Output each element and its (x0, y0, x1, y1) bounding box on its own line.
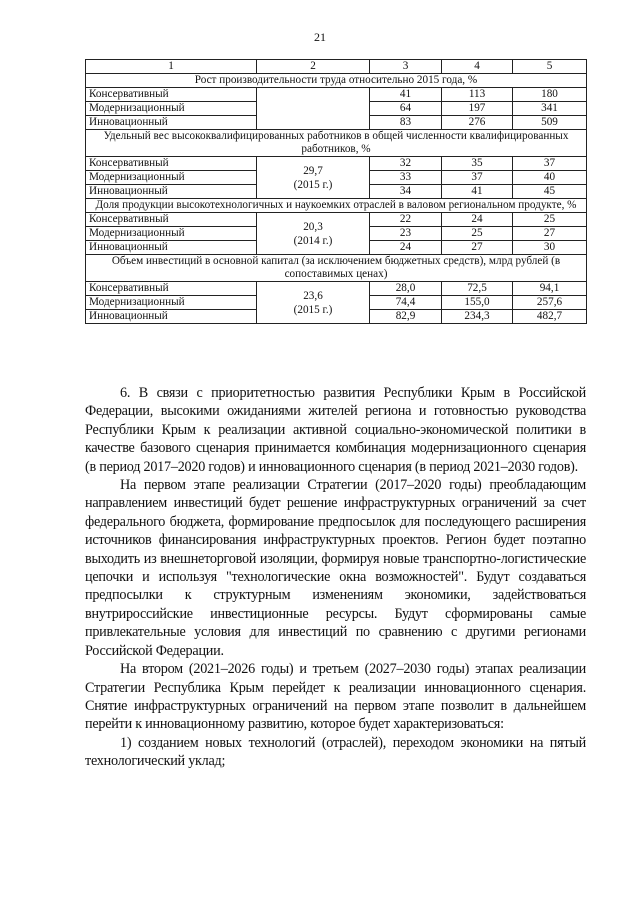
value-cell: 41 (370, 88, 442, 102)
scenario-label: Модернизационный (86, 296, 257, 310)
value-cell: 155,0 (442, 296, 513, 310)
base-value-cell (257, 282, 370, 324)
body-text (85, 384, 586, 771)
header-cell: 3 (370, 60, 442, 74)
value-cell: 45 (513, 185, 587, 199)
value-cell: 35 (442, 157, 513, 171)
value-cell: 64 (370, 102, 442, 116)
value-cell: 33 (370, 171, 442, 185)
header-cell: 5 (513, 60, 587, 74)
base-value-cell (257, 88, 370, 130)
scenario-label: Инновационный (86, 241, 257, 255)
value-cell: 257,6 (513, 296, 587, 310)
section-title: Объем инвестиций в основной капитал (за исключением бюджетных средств), млрд рублей (в сопоставимых ценах) (86, 255, 587, 282)
paragraph: На первом этапе реализации Стратегии (2017–2020 годы) преобладающим направлением инвестиций будет решение инфраструктурных ограничений за счет федерального бюджета, формирование предпосылок для последующего расширения источников финансирования инфраструктурных проектов. Регион будет поэтапно выходить из внешнеторговой изоляции, формируя новые транспортно-логистические цепочки и используя "технологические окна возможностей". Будут создаваться предпосылки к структурным изменениям экономики, задействоваться внутрироссийские инвестиционные ресурсы. Будут сформированы самые привлекательные условия для инвестиций по сравнению с другими регионами Российской Федерации. (85, 477, 586, 659)
base-value: 23,6 (303, 289, 323, 302)
indicators-table (85, 59, 587, 324)
value-cell: 234,3 (442, 310, 513, 324)
section-title-row (86, 255, 587, 282)
scenario-label: Инновационный (86, 185, 257, 199)
scenario-label: Модернизационный (86, 102, 257, 116)
base-year: (2015 г.) (293, 178, 333, 191)
section-title: Рост производительности труда относительно 2015 года, % (86, 74, 587, 88)
value-cell: 27 (513, 227, 587, 241)
value-cell: 37 (513, 157, 587, 171)
header-cell: 4 (442, 60, 513, 74)
value-cell: 34 (370, 185, 442, 199)
value-cell: 94,1 (513, 282, 587, 296)
section-title: Удельный вес высококвалифицированных работников в общей численности квалифицированных работников, % (86, 130, 587, 157)
base-value-cell (257, 157, 370, 199)
base-value: 20,3 (303, 220, 323, 233)
value-cell: 28,0 (370, 282, 442, 296)
section-title: Доля продукции высокотехнологичных и наукоемких отраслей в валовом региональном продукте, % (86, 199, 587, 213)
section-title-row (86, 199, 587, 213)
table-header-row (86, 60, 587, 74)
value-cell: 37 (442, 171, 513, 185)
scenario-label: Консервативный (86, 213, 257, 227)
page-number: 21 (314, 30, 326, 44)
base-year: (2015 г.) (293, 303, 333, 316)
section-title-row (86, 130, 587, 157)
value-cell: 40 (513, 171, 587, 185)
base-year: (2014 г.) (293, 234, 333, 247)
paragraph: 6. В связи с приоритетностью развития Республики Крым в Российской Федерации, высокими ожиданиями жителей региона и готовностью руководства Республики Крым к реализации активной социально-экономической политики в качестве базового сценария принимается комбинация модернизационного сценария (в период 2017–2020 годов) и инновационного сценария (в период 2021–2030 годов). (85, 385, 586, 475)
value-cell: 22 (370, 213, 442, 227)
value-cell: 197 (442, 102, 513, 116)
value-cell: 72,5 (442, 282, 513, 296)
scenario-label: Консервативный (86, 157, 257, 171)
scenario-label: Модернизационный (86, 171, 257, 185)
value-cell: 30 (513, 241, 587, 255)
value-cell: 25 (442, 227, 513, 241)
paragraph: 1) созданием новых технологий (отраслей), переходом экономики на пятый технологический уклад; (85, 734, 586, 770)
scenario-label: Консервативный (86, 282, 257, 296)
scenario-label: Консервативный (86, 88, 257, 102)
value-cell: 482,7 (513, 310, 587, 324)
scenario-label: Модернизационный (86, 227, 257, 241)
table-row (86, 282, 587, 296)
value-cell: 180 (513, 88, 587, 102)
value-cell: 82,9 (370, 310, 442, 324)
value-cell: 341 (513, 102, 587, 116)
base-value: 29,7 (303, 164, 323, 177)
value-cell: 74,4 (370, 296, 442, 310)
base-value-cell (257, 213, 370, 255)
header-cell: 1 (86, 60, 257, 74)
value-cell: 41 (442, 185, 513, 199)
value-cell: 113 (442, 88, 513, 102)
value-cell: 24 (442, 213, 513, 227)
value-cell: 27 (442, 241, 513, 255)
value-cell: 509 (513, 116, 587, 130)
value-cell: 23 (370, 227, 442, 241)
header-cell: 2 (257, 60, 370, 74)
section-title-row (86, 74, 587, 88)
value-cell: 276 (442, 116, 513, 130)
value-cell: 24 (370, 241, 442, 255)
scenario-label: Инновационный (86, 310, 257, 324)
table-row (86, 213, 587, 227)
value-cell: 25 (513, 213, 587, 227)
table-row (86, 157, 587, 171)
value-cell: 32 (370, 157, 442, 171)
paragraph: На втором (2021–2026 годы) и третьем (2027–2030 годы) этапах реализации Стратегии Республика Крым перейдет к реализации инновационного сценария. Снятие инфраструктурных ограничений на первом этапе позволит в дальнейшем перейти к инновационному развитию, которое будет характеризоваться: (85, 661, 586, 733)
value-cell: 83 (370, 116, 442, 130)
table-row (86, 88, 587, 102)
scenario-label: Инновационный (86, 116, 257, 130)
